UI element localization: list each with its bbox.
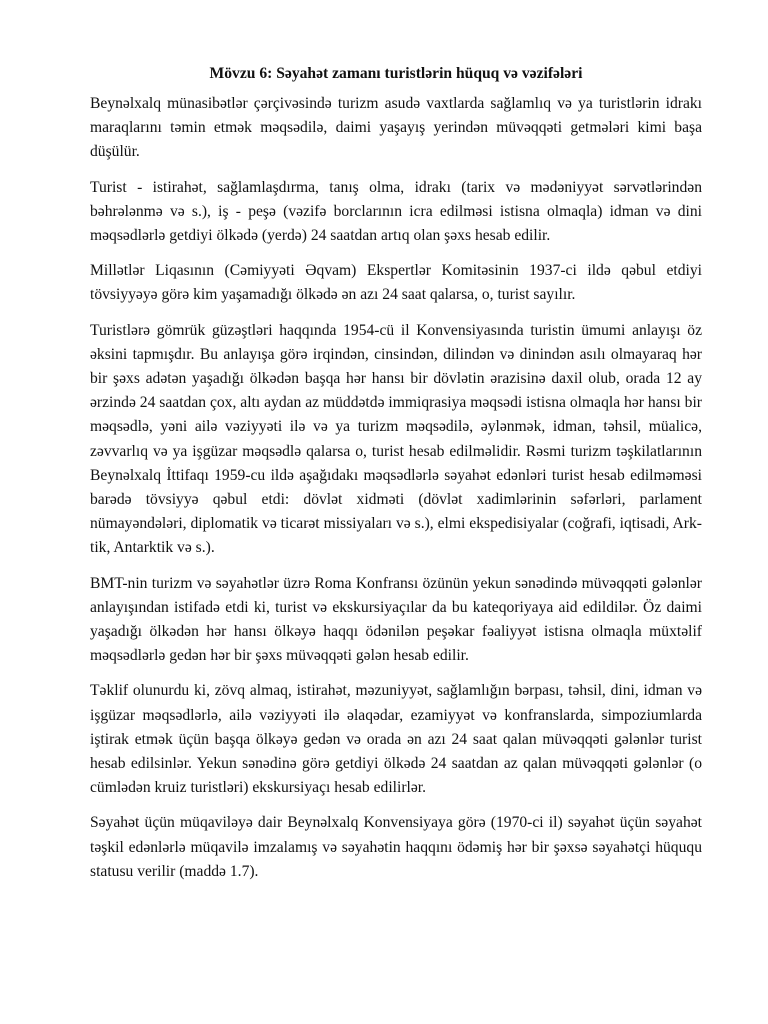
paragraph-tourist-definition: Turist - istirahət, sağlamlaşdırma, tanış olma, idrakı (tarix və mədəniyyət sərvətlərindən bəhrələnmə və s.), iş - peşə (vəzifə borclarının icra edilməsi istisna olmaqla) idman və dini məqsədlərlə getdiyi ölkədə (yerdə) 24 saatdan artıq olan şəxs hesab edilir. xyxy=(90,178,702,245)
paragraph-rome-conference: BMT-nin turizm və səyahətlər üzrə Roma Konfransı özünün yekun sənədində müvəqqəti gələnlər anlayışından istifadə etdi ki, turist və ekskursiyaçılar da bu kateqoriyaya aid edildilər. Öz daimi yaşadığı ölkədən hər hansı ölkəyə haqqı ödənilən peşəkar fəaliyyət istisna olmaqla müxtəlif məqsədlərlə gedən hər bir şəxs müvəqqəti gələn hesab edilir. xyxy=(90,574,702,665)
document-page xyxy=(90,62,702,895)
paragraph-proposal: Təklif olunurdu ki, zövq almaq, istirahət, məzuniyyət, sağlamlığın bərpası, təhsil, dini, idman və işgüzar məqsədlərlə, ailə vəziyyəti ilə əlaqədar, ezamiyyət və konfranslarda, simpoziumlarda iştirak etmək üçün başqa ölkəyə gedən və orada ən azı 24 saat qalan müvəqqəti gələnlər turist hesab edilsinlər. Yekun sənədinə görə getdiyi ölkədə 24 saatdan az qalan müvəqqəti gələnlər (o cümlədən kruiz turistləri) ekskursiyaçı hesab edilirlər. xyxy=(90,682,702,797)
paragraph-1970-convention: Səyahət üçün müqaviləyə dair Beynəlxalq Konvensiyaya görə (1970-ci il) səyahət üçün səyahət təşkil edənlərlə müqavilə imzalamış və səyahətin haqqını ödəmiş hər bir şəxsə səyahətçi hüququ statusu verilir (maddə 1.7). xyxy=(90,814,702,880)
paragraph-tourism-definition: Beynəlxalq münasibətlər çərçivəsində turizm asudə vaxtlarda sağlamlıq və ya turistlərin idrakı maraqlarını təmin etmək məqsədilə, daimi yaşayış yerindən müvəqqəti getmələri kimi başa düşülür. xyxy=(90,95,702,161)
paragraph-league-of-nations: Millətlər Liqasının (Cəmiyyəti Əqvam) Ekspertlər Komitəsinin 1937-ci ildə qəbul etdiyi tövsiyyəyə görə kim yaşamadığı ölkədə ən azı 24 saat qalarsa, o, turist sayılır. xyxy=(90,262,702,304)
paragraph-1954-convention: Turistlərə gömrük güzəştləri haqqında 1954-cü il Konvensiyasında turistin ümumi anlayışı öz əksini tapmışdır. Bu anlayışa görə irqindən, cinsindən, dilindən və dinindən asılı olmayaraq hər bir şəxs adətən yaşadığı ölkədən başqa hər hansı bir dövlətin ərazisinə daxil olub, orada 12 ay ərzində 24 saatdan çox, altı aydan az müddətdə immiqrasiya məqsədi istisna olmaqla hər hansı bir məqsədlə, yəni ailə vəziyyəti ilə və ya turizm məqsədilə, əylənmək, idman, təhsil, müalicə, zəvvarlıq və ya işgüzar məqsədlə qalarsa o, turist hesab edilməlidir. Rəsmi turizm təşkilatlarının Beynəlxalq İttifaqı 1959-cu ildə aşağıdakı məqsədlərlə səyahət edənləri turist hesab edilməməsi barədə tövsiyyə qəbul etdi: dövlət xidməti (dövlət xadimlərinin səfərləri, parlament nümayəndələri, diplomatik və ticarət missiyaları və s.), elmi ekspedisiyalar (coğrafi, iqtisadi, Ark- tik, Antarktik və s.). xyxy=(90,321,702,557)
document-title: Mövzu 6: Səyahət zamanı turistlərin hüquq və vəzifələri xyxy=(209,65,583,82)
